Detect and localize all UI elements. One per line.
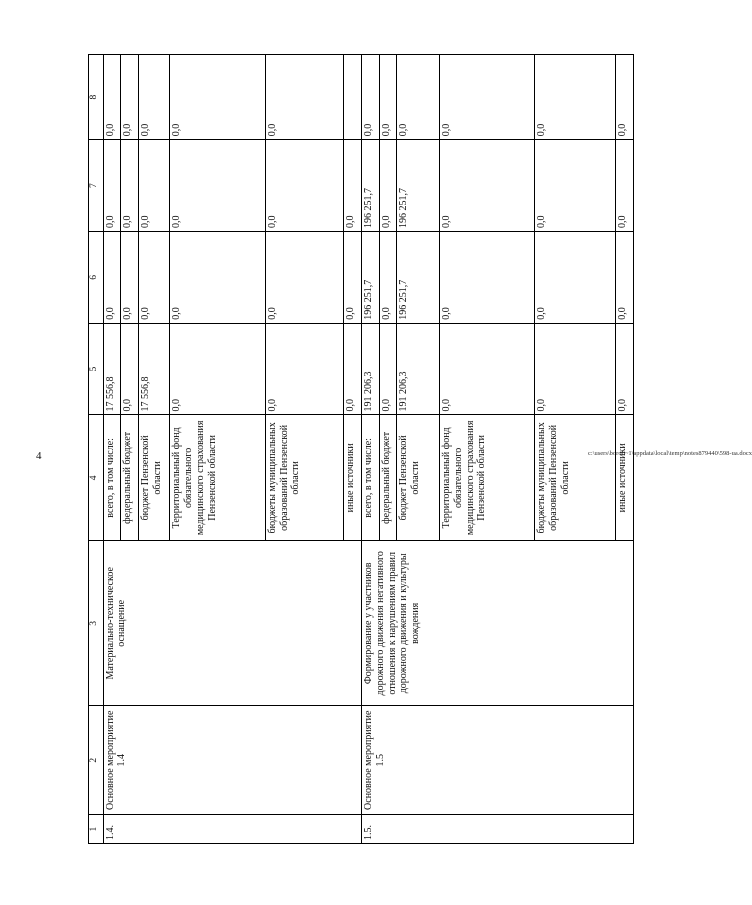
value-col6: 196 251,7 <box>361 231 379 323</box>
funding-source: бюджет Пензенской области <box>397 415 440 541</box>
value-col7: 0,0 <box>170 140 265 232</box>
value-col7: 0,0 <box>121 140 139 232</box>
value-col8: 0,0 <box>535 55 616 140</box>
funding-source: бюджеты муниципальных образований Пензенской области <box>535 415 616 541</box>
funding-source: Территориальный фонд обязательного медицинского страхования Пензенской области <box>170 415 265 541</box>
value-col8: 0,0 <box>379 55 397 140</box>
value-col5: 0,0 <box>121 323 139 415</box>
funding-source: бюджеты муниципальных образований Пензенской области <box>265 415 344 541</box>
value-col7: 196 251,7 <box>361 140 379 232</box>
page-number: 4 <box>36 450 42 462</box>
value-col8 <box>344 55 362 140</box>
header-cell: 2 <box>89 706 104 815</box>
value-col5: 0,0 <box>379 323 397 415</box>
header-cell: 5 <box>89 323 104 415</box>
value-col7: 0,0 <box>103 140 121 232</box>
value-col8: 0,0 <box>616 55 634 140</box>
header-cell: 8 <box>89 55 104 140</box>
measure-description: Формирование у участников дорожного движения негативного отношения к нарушениям правил дорожного движения и культуры вождения <box>361 541 633 706</box>
value-col8: 0,0 <box>361 55 379 140</box>
value-col7: 0,0 <box>440 140 535 232</box>
value-col5: 0,0 <box>170 323 265 415</box>
value-col6: 0,0 <box>535 231 616 323</box>
value-col5: 17 556,8 <box>103 323 121 415</box>
value-col5: 191 206,3 <box>397 323 440 415</box>
value-col8: 0,0 <box>121 55 139 140</box>
value-col5: 0,0 <box>535 323 616 415</box>
value-col7: 0,0 <box>535 140 616 232</box>
table-row <box>361 55 379 844</box>
value-col5: 17 556,8 <box>138 323 170 415</box>
value-col8: 0,0 <box>103 55 121 140</box>
header-cell: 7 <box>89 140 104 232</box>
value-col8: 0,0 <box>265 55 344 140</box>
value-col5: 0,0 <box>440 323 535 415</box>
value-col6: 0,0 <box>170 231 265 323</box>
table-header-row <box>89 55 104 844</box>
value-col7: 196 251,7 <box>397 140 440 232</box>
funding-source: бюджет Пензенской области <box>138 415 170 541</box>
value-col6: 0,0 <box>616 231 634 323</box>
funding-source: иные источники <box>616 415 634 541</box>
funding-source: Территориальный фонд обязательного медицинского страхования Пензенской области <box>440 415 535 541</box>
footer-file-path: c:\users\borob~1\appdata\local\temp\notes879440\598-ua.docx <box>588 450 752 457</box>
value-col8: 0,0 <box>440 55 535 140</box>
funding-source: всего, в том числе: <box>361 415 379 541</box>
measure-description: Материально-техническое оснащение <box>103 541 361 706</box>
value-col7: 0,0 <box>138 140 170 232</box>
value-col6: 196 251,7 <box>397 231 440 323</box>
value-col8: 0,0 <box>397 55 440 140</box>
value-col6: 0,0 <box>379 231 397 323</box>
value-col7: 0,0 <box>344 140 362 232</box>
item-number: 1.5. <box>361 815 633 844</box>
value-col8: 0,0 <box>170 55 265 140</box>
measure-name: Основное мероприятие 1.5 <box>361 706 633 815</box>
funding-source: иные источники <box>344 415 362 541</box>
value-col5: 0,0 <box>616 323 634 415</box>
value-col6: 0,0 <box>265 231 344 323</box>
value-col5: 0,0 <box>344 323 362 415</box>
funding-source: всего, в том числе: <box>103 415 121 541</box>
table-row <box>103 55 121 844</box>
header-cell: 4 <box>89 415 104 541</box>
value-col5: 191 206,3 <box>361 323 379 415</box>
header-cell: 3 <box>89 541 104 706</box>
budget-table <box>88 54 634 844</box>
value-col6: 0,0 <box>344 231 362 323</box>
value-col7: 0,0 <box>265 140 344 232</box>
value-col6: 0,0 <box>440 231 535 323</box>
header-cell: 6 <box>89 231 104 323</box>
value-col6: 0,0 <box>138 231 170 323</box>
value-col6: 0,0 <box>121 231 139 323</box>
value-col6: 0,0 <box>103 231 121 323</box>
value-col7: 0,0 <box>379 140 397 232</box>
measure-name: Основное мероприятие 1.4 <box>103 706 361 815</box>
funding-source: федеральный бюджет <box>121 415 139 541</box>
item-number: 1.4. <box>103 815 361 844</box>
value-col8: 0,0 <box>138 55 170 140</box>
header-cell: 1 <box>89 815 104 844</box>
value-col7: 0,0 <box>616 140 634 232</box>
value-col5: 0,0 <box>265 323 344 415</box>
funding-source: федеральный бюджет <box>379 415 397 541</box>
